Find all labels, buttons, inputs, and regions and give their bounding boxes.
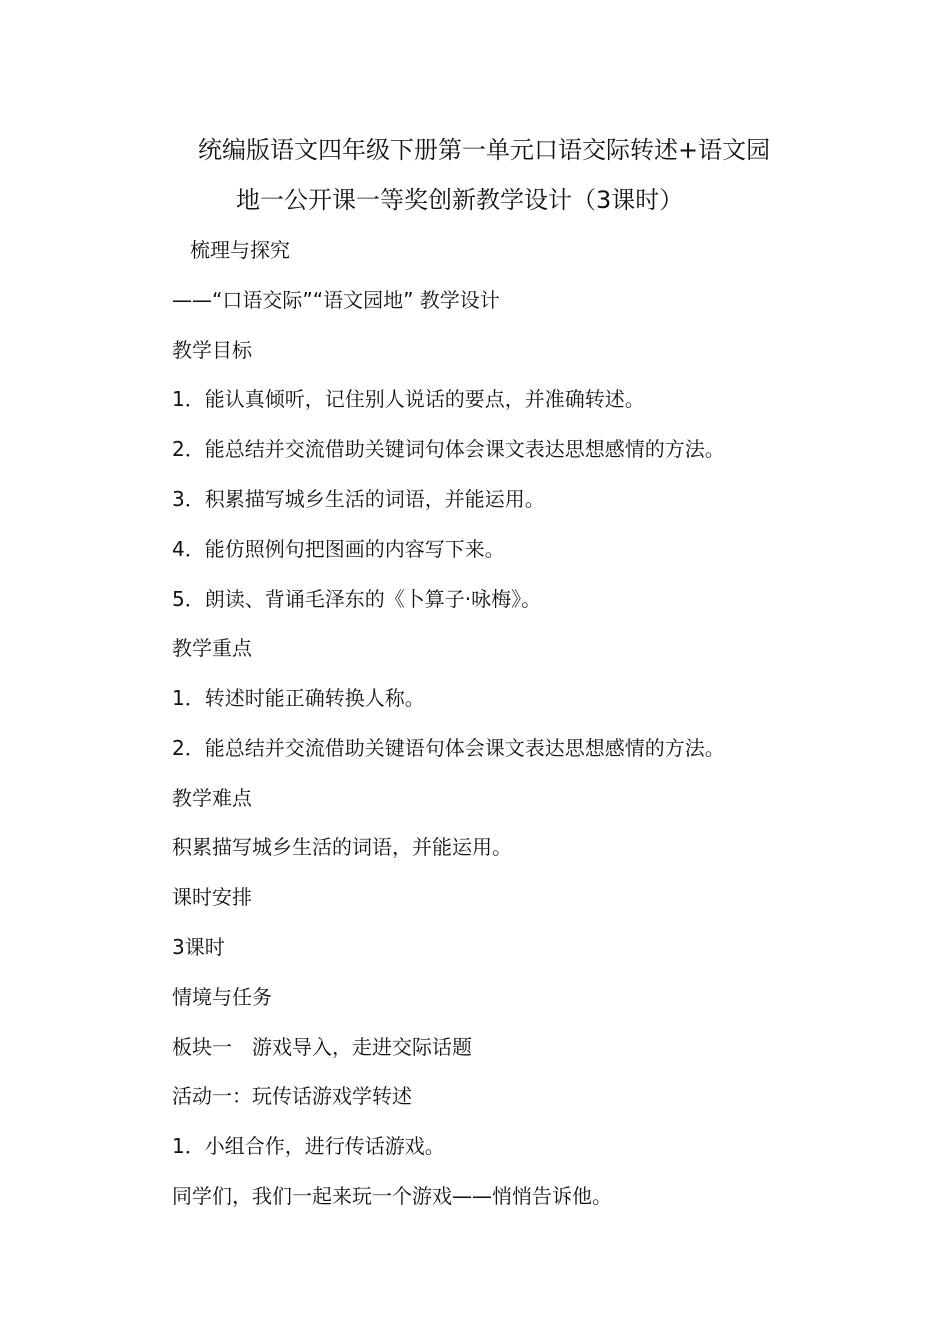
activity-one-heading: 活动一：玩传话游戏学转述	[172, 1084, 412, 1108]
subtitle-line: ——“口语交际”“语文园地” 教学设计	[172, 288, 500, 312]
goal-item-5: 5．朗读、背诵毛泽东的《卜算子·咏梅》。	[172, 587, 542, 611]
heading-situation-task: 情境与任务	[172, 985, 272, 1009]
goal-item-3: 3．积累描写城乡生活的词语，并能运用。	[172, 487, 545, 511]
heading-teaching-goals: 教学目标	[172, 338, 252, 362]
key-point-item-2: 2．能总结并交流借助关键语句体会课文表达思想感情的方法。	[172, 736, 725, 760]
key-point-item-1: 1．转述时能正确转换人称。	[172, 686, 425, 710]
goal-item-1: 1．能认真倾听，记住别人说话的要点，并准确转述。	[172, 387, 645, 411]
heading-difficulties: 教学难点	[172, 786, 252, 810]
activity-paragraph: 同学们，我们一起来玩一个游戏——悄悄告诉他。	[172, 1184, 612, 1208]
block-one-heading: 板块一 游戏导入，走进交际话题	[172, 1035, 472, 1059]
heading-key-points: 教学重点	[172, 636, 252, 660]
document-title-line-2: 地一公开课一等奖创新教学设计（3课时）	[236, 186, 684, 214]
activity-step-1: 1．小组合作，进行传话游戏。	[172, 1134, 445, 1158]
goal-item-2: 2．能总结并交流借助关键词句体会课文表达思想感情的方法。	[172, 437, 725, 461]
heading-schedule: 课时安排	[172, 885, 252, 909]
schedule-value: 3课时	[172, 935, 225, 959]
section-heading-review: 梳理与探究	[190, 238, 290, 262]
document-title-line-1: 统编版语文四年级下册第一单元口语交际转述+语文园	[198, 136, 771, 164]
difficulty-item: 积累描写城乡生活的词语，并能运用。	[172, 835, 512, 859]
goal-item-4: 4．能仿照例句把图画的内容写下来。	[172, 537, 505, 561]
